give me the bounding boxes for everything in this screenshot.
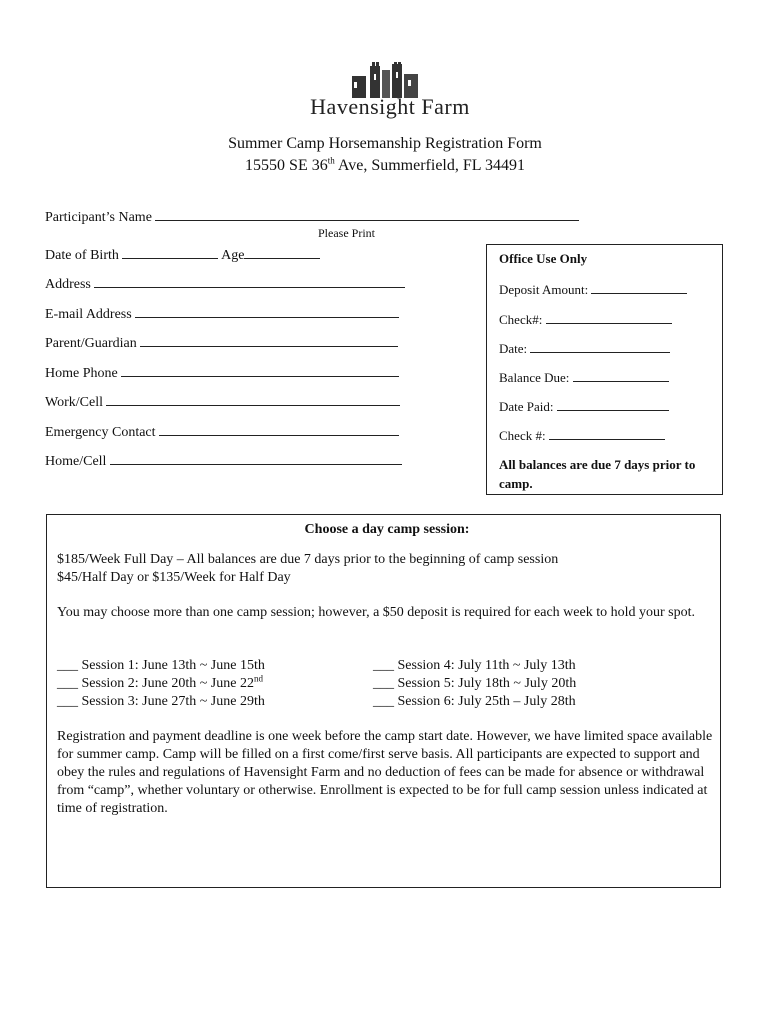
date-paid-line[interactable]: [557, 398, 669, 411]
session-6-option[interactable]: ___ Session 6: July 25th – July 28th: [373, 694, 576, 709]
home-phone-field[interactable]: [45, 362, 399, 382]
work-cell-line[interactable]: [106, 391, 400, 406]
price-half-day: $45/Half Day or $135/Week for Half Day: [57, 570, 291, 585]
session-1-option[interactable]: ___ Session 1: June 13th ~ June 15th: [57, 658, 265, 673]
check1-field[interactable]: Check#:: [499, 311, 672, 328]
session-5-option[interactable]: ___ Session 5: July 18th ~ July 20th: [373, 676, 577, 691]
address-line[interactable]: [94, 273, 405, 288]
balance-due-field[interactable]: Balance Due:: [499, 369, 669, 386]
deposit-line[interactable]: [591, 281, 687, 294]
participant-name-line[interactable]: [155, 206, 579, 221]
work-cell-label: Work/Cell: [45, 395, 103, 410]
form-title: Summer Camp Horsemanship Registration Form: [228, 135, 542, 152]
check2-line[interactable]: [549, 427, 665, 440]
policy-text: Registration and payment deadline is one week before the camp start date. However, we have limited space available for summer camp. Camp will be filled on a first come/first serve basis. All participants are expected to support and obey the rules and regulations of Havensight Farm and no deduction of fees can be made for absence or withdrawal from “camp”, whether voluntary or otherwise. Enrollment is expected to be for full camp session unless indicated at time of registration.: [57, 729, 713, 816]
email-label: E-mail Address: [45, 307, 132, 322]
dob-line[interactable]: [122, 244, 218, 259]
deposit-amount-field[interactable]: Deposit Amount:: [499, 281, 687, 298]
date-paid-field[interactable]: Date Paid:: [499, 398, 669, 415]
session-4-option[interactable]: ___ Session 4: July 11th ~ July 13th: [373, 658, 576, 673]
please-print-note: Please Print: [318, 226, 375, 240]
farm-logo: [300, 62, 480, 122]
dob-label: Date of Birth: [45, 248, 119, 263]
date-field[interactable]: Date:: [499, 340, 670, 357]
email-line[interactable]: [135, 303, 399, 318]
date-line[interactable]: [530, 340, 670, 353]
camp-heading: Choose a day camp session:: [304, 522, 470, 537]
logo-text: Havensight Farm: [310, 94, 470, 119]
balance-line[interactable]: [573, 369, 669, 382]
camp-session-box: [46, 514, 721, 888]
home-cell-field[interactable]: [45, 450, 402, 470]
farm-address: 15550 SE 36th Ave, Summerfield, FL 34491: [245, 155, 525, 174]
deposit-note: You may choose more than one camp session; however, a $50 deposit is required for each week to hold your spot.: [57, 605, 695, 620]
balance-note: All balances are due 7 days prior to camp.: [499, 457, 696, 491]
work-cell-field[interactable]: [45, 391, 400, 411]
address-field[interactable]: [45, 273, 405, 293]
email-field[interactable]: [45, 303, 399, 323]
emergency-label: Emergency Contact: [45, 425, 156, 440]
home-phone-line[interactable]: [121, 362, 399, 377]
home-phone-label: Home Phone: [45, 366, 118, 381]
parent-field[interactable]: [45, 332, 398, 352]
check1-line[interactable]: [546, 311, 672, 324]
session-2-option[interactable]: ___ Session 2: June 20th ~ June 22nd: [57, 673, 263, 691]
participant-name-field[interactable]: [45, 206, 579, 226]
dob-age-field[interactable]: [45, 244, 320, 264]
office-use-box: [486, 244, 723, 495]
emergency-line[interactable]: [159, 421, 399, 436]
home-cell-line[interactable]: [110, 450, 402, 465]
check2-field[interactable]: Check #:: [499, 427, 665, 444]
parent-label: Parent/Guardian: [45, 336, 137, 351]
participant-name-label: Participant’s Name: [45, 210, 152, 225]
session-3-option[interactable]: ___ Session 3: June 27th ~ June 29th: [57, 694, 265, 709]
parent-line[interactable]: [140, 332, 398, 347]
home-cell-label: Home/Cell: [45, 454, 107, 469]
age-label: Age: [221, 248, 245, 263]
emergency-field[interactable]: [45, 421, 399, 441]
office-use-title: Office Use Only: [499, 251, 588, 266]
address-label: Address: [45, 277, 91, 292]
price-full-day: $185/Week Full Day – All balances are due 7 days prior to the beginning of camp session: [57, 552, 559, 567]
age-line[interactable]: [244, 244, 320, 259]
